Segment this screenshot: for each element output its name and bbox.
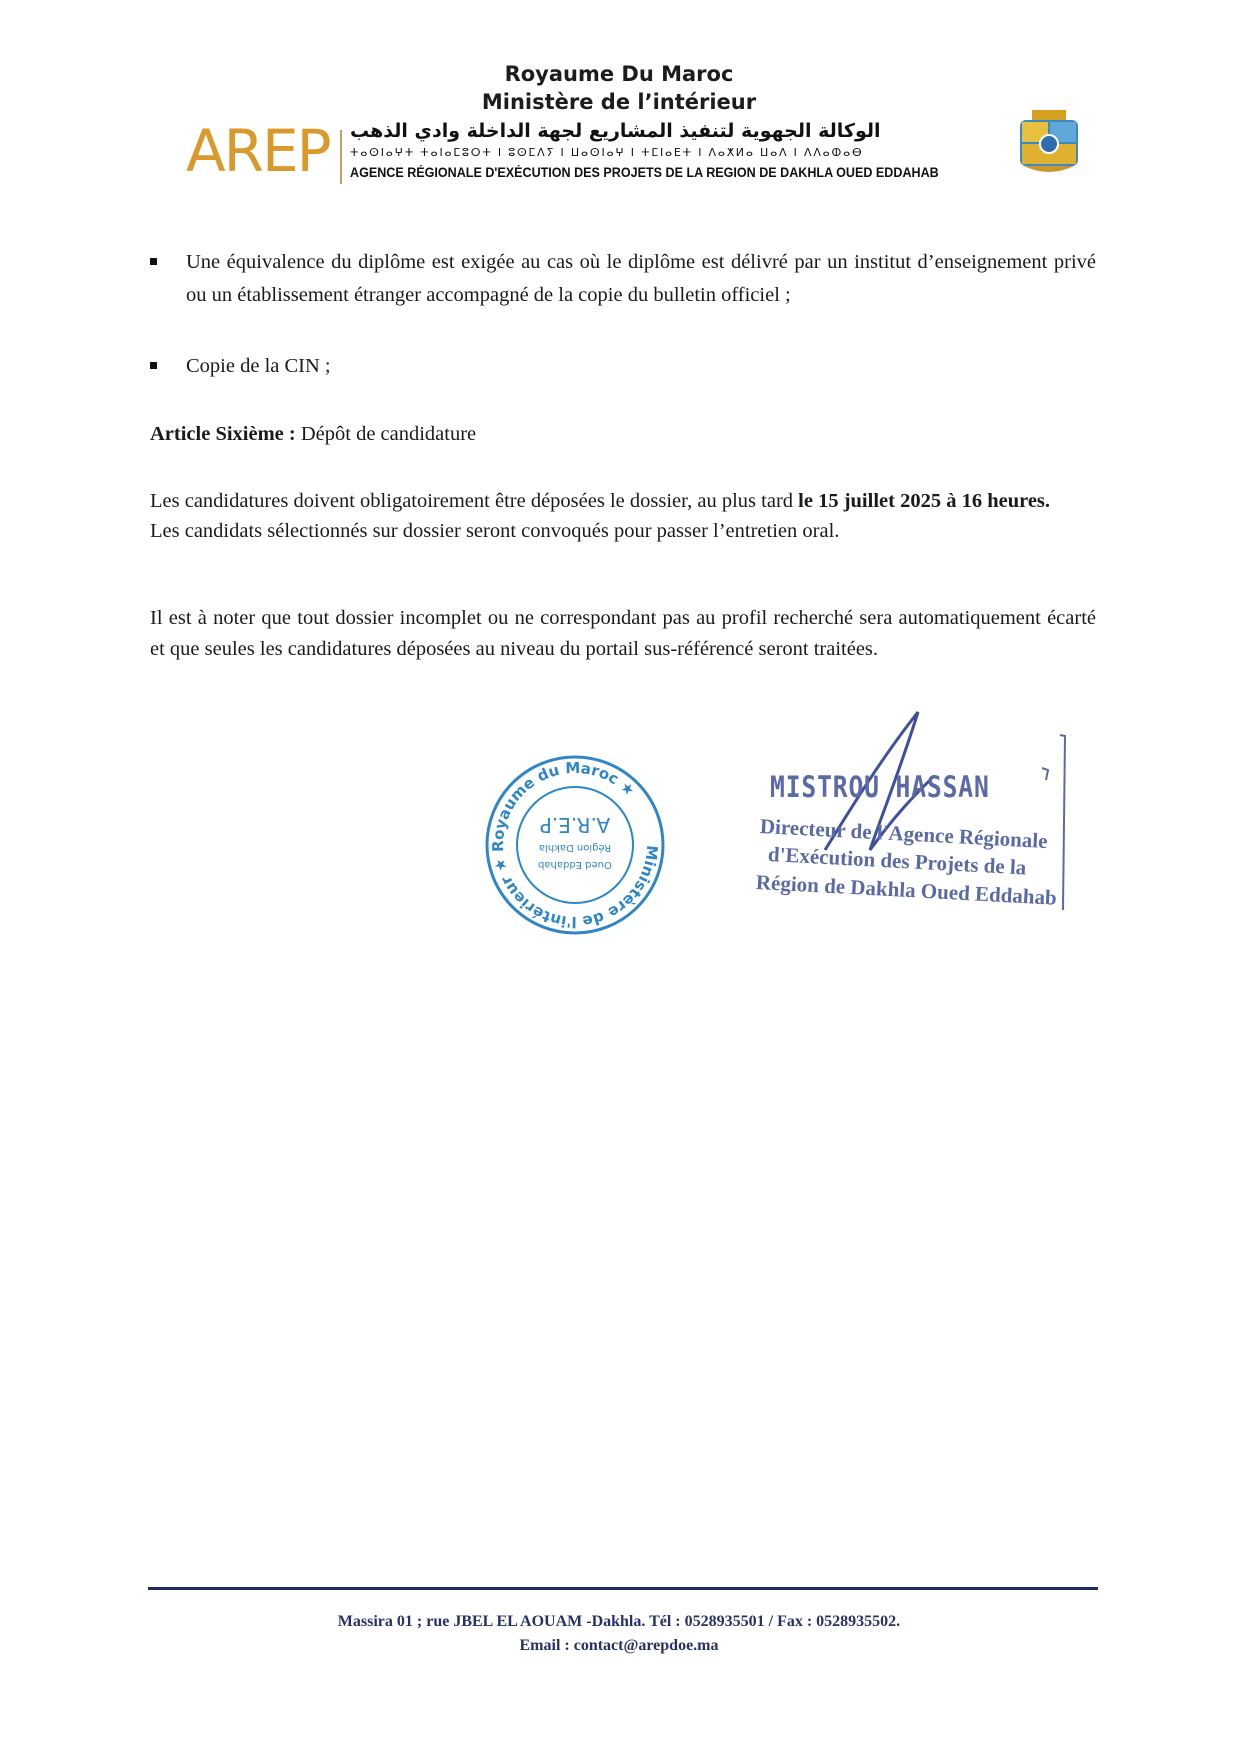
list-item-text: Une équivalence du diplôme est exigée au cas où le diplôme est délivré par un institut d’enseignement privé ou un établissement étranger accompagné de la copie du bulletin officiel ; <box>186 251 1096 306</box>
footer-divider <box>148 1587 1098 1590</box>
list-item <box>150 350 1096 383</box>
stamp-center: A.R.E.P <box>539 813 611 837</box>
agency-name-tifinagh: ⵜⴰⵙⵏⴰⵖⵜ ⵜⴰⵏⴰⵎⵓⵔⵜ ⵏ ⵓⵙⵎⴷⵢ ⵏ ⵡⴰⵙⵏⴰⵖ ⵏ ⵜⵎⵏⴰⴹⵜ ⵏ ⴷⴰⵅⵍⴰ ⵡⴰⴷ ⵏ ⴷⴷⴰⵀⴰⴱ <box>350 146 864 159</box>
bullet-icon <box>150 258 157 265</box>
footer-address: Massira 01 ; rue JBEL EL AOUAM -Dakhla. Tél : 0528935501 / Fax : 0528935502. <box>337 1613 901 1630</box>
deadline-paragraph <box>150 486 1096 546</box>
article-title: Dépôt de candidature <box>300 423 477 445</box>
stamp-outer-text: Ministère de l'intérieur ★ Royaume du Maroc ★ <box>488 758 662 932</box>
note-paragraph: Il est à noter que tout dossier incomplet ou ne correspondant pas au profil recherché sera automatiquement écarté et que seules les candidatures déposées au niveau du portail sus-référencé seront traitées. <box>150 607 1096 660</box>
director-title-line1: Directeur de l'Agence Régionale <box>759 814 1049 854</box>
logo-separator <box>340 130 342 184</box>
list-item <box>150 246 1096 312</box>
agency-name-arabic: الوكالة الجهوية لتنفيذ المشاريع لجهة الداخلة وادي الذهب <box>350 120 881 142</box>
article-heading <box>150 418 1096 450</box>
bullet-icon <box>150 362 157 369</box>
stamp-inner-line2: Région Dakhla <box>538 842 612 853</box>
footer-email: Email : contact@arepdoe.ma <box>519 1637 719 1654</box>
director-signature-stamp <box>730 700 1090 960</box>
kingdom-title: Royaume Du Maroc <box>504 62 734 86</box>
agency-name-french: AGENCE RÉGIONALE D'EXÉCUTION DES PROJETS DE LA REGION DE DAKHLA OUED EDDAHAB <box>350 165 939 180</box>
coat-of-arms-icon <box>1014 108 1084 182</box>
director-title-line3: Région de Dakhla Oued Eddahab <box>755 870 1058 910</box>
deadline-date: le 15 juillet 2025 à 16 heures. <box>798 490 1051 512</box>
deadline-intro: Les candidatures doivent obligatoirement être déposées le dossier, au plus tard <box>150 490 799 512</box>
list-item-text: Copie de la CIN ; <box>186 355 331 377</box>
director-title-line2: d'Exécution des Projets de la <box>767 842 1027 880</box>
arep-logo: AREP <box>186 117 330 185</box>
official-round-stamp <box>480 750 670 944</box>
ministry-title: Ministère de l’intérieur <box>481 90 757 114</box>
director-name: MISTROU HASSAN <box>770 770 990 804</box>
article-label: Article Sixième : <box>150 423 296 445</box>
stamp-inner-line1: Oued Eddahab <box>538 859 612 870</box>
convocation-text: Les candidats sélectionnés sur dossier seront convoqués pour passer l’entretien oral. <box>150 520 840 542</box>
